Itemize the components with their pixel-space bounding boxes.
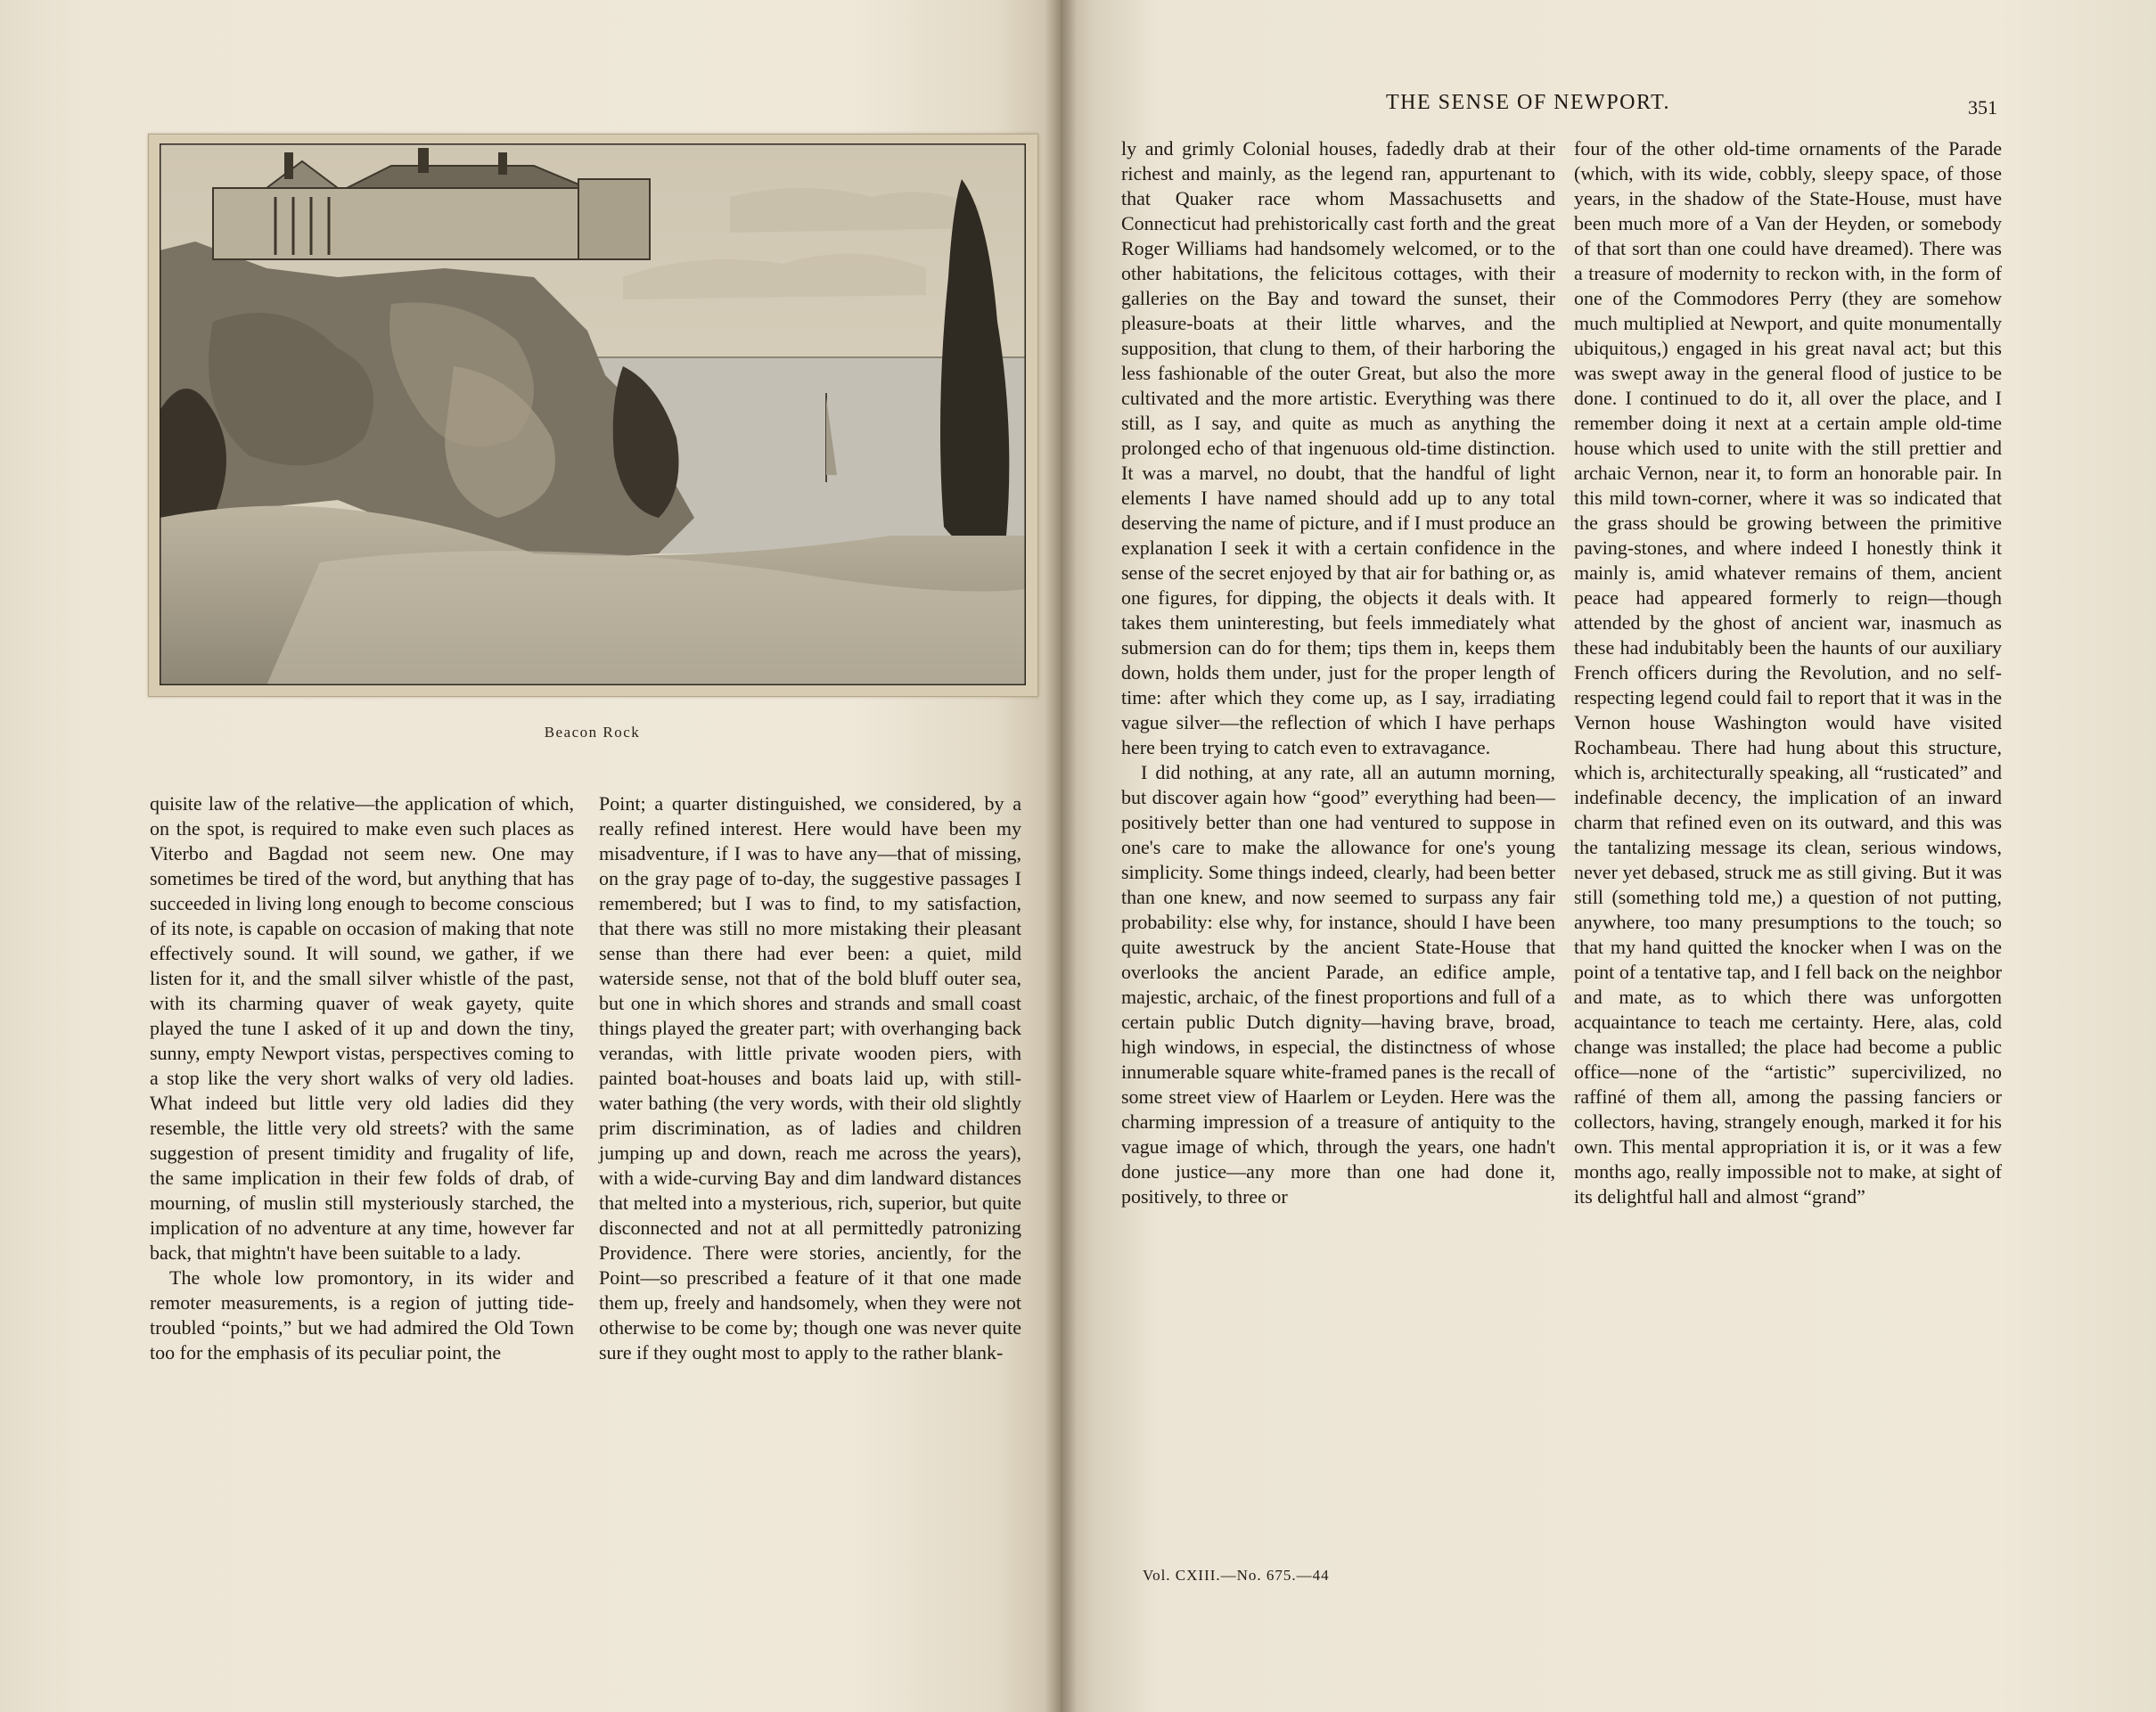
right-column-2 — [1574, 136, 2002, 1209]
paragraph: four of the other old-time ornaments of the Parade (which, with its wide, cobbly, sleepy space, of those years, in the shadow of the State-House, must have been much more of a Van der Heyden, or somebody of that sort than one could have dreamed). There was a treasure of modernity to reckon with, in the form of one of the Commodores Perry (they are somehow much multiplied at Newport, and quite monumentally ubiquitous,) engaged in his great naval act; but this was swept away in the general flood of justice to be done. I continued to do it, all over the place, and I remember doing it next at a certain ample old-time house which used to unite with the still prettier and archaic Vernon, near it, to form an honorable pair. In this mild town-corner, where it was so indicated that the grass should be growing between the primitive paving-stones, and where indeed I honestly think it mainly is, amid whatever remains of them, ancient peace had appeared formerly to reign—though attended by the ghost of ancient war, inasmuch as these had indubitably been the haunts of our auxiliary French officers during the Revolution, and no self-respecting legend could fail to report that it was in the Vernon house Washington would have visited Rochambeau. There had hung about this structure, which is, architecturally speaking, all “rusticated” and indefinable decency, the implication of an inward charm that refined even on its outward, and this was the tantalizing message its clean, serious windows, never yet debased, struck me as still giving. But it was still (something told me,) a question of not putting, anywhere, too many presumptions to the touch; so that my hand quitted the knocker when I was on the point of a tentative tap, and I fell back on the neighbor and mate, as to which there was unforgotten acquaintance to teach me certainty. Here, alas, cold change was installed; the place had become a public office—none of the “artistic” supercivilized, no raffiné of them all, among the passing fanciers or collectors, having, strangely enough, marked it for his own. This mental appropriation it is, or it was a few months ago, really impossible not to make, at sight of its delightful hall and almost “grand” — [1574, 137, 2002, 1208]
book-gutter — [1045, 0, 1077, 1712]
left-page — [0, 0, 1061, 1712]
paragraph: The whole low promontory, in its wider and remoter measurements, is a region of jutting tide-troubled “points,” but we had admired the Old Town too for the emphasis of its peculiar point, the — [150, 1266, 574, 1364]
beacon-rock-illustration — [148, 134, 1038, 697]
left-column-2 — [599, 791, 1021, 1365]
left-column-1 — [150, 791, 574, 1365]
illustration-drawing — [160, 143, 1026, 685]
illustration-caption: Beacon Rock — [544, 724, 641, 741]
paragraph: quisite law of the relative—the application of which, on the spot, is required to make even such places as Viterbo and Bagdad not seem new. One may sometimes be tired of the word, but anything that has succeeded in living long enough to become conscious of its note, is capable on occasion of making that note effectively sound. It will sound, we gather, if we listen for it, and the small silver whistle of the past, with its charming quaver of weak gayety, quite played the tune I asked of it up and down the tiny, sunny, empty Newport vistas, perspectives coming to a stop like the very short walks of very old ladies. What indeed but little very old ladies did they resemble, the little very old streets? with the same suggestion of present timidity and frugality of life, the same implication in their few folds of drab, of mourning, of muslin still mysteriously starched, the implication of no adventure at any time, however far back, that mightn't have been suitable to a lady. — [150, 792, 574, 1264]
signature-mark: Vol. CXIII.—No. 675.—44 — [1143, 1567, 1330, 1584]
paragraph: I did nothing, at any rate, all an autumn morning, but discover again how “good” everything had been—positively better than one had ventured to suppose in one's care to make the allowance for one's young simplicity. Some things indeed, clearly, had been better than one knew, and now seemed to surpass any fair probability: else why, for instance, should I have been quite awestruck by the ancient State-House that overlooks the ancient Parade, an edifice ample, majestic, archaic, of the finest proportions and full of a certain public Dutch dignity—having brave, broad, high windows, in especial, the distinctness of whose innumerable square white-framed panes is the recall of some street view of Haarlem or Leyden. Here was the charming impression of a treasure of antiquity to the vague image of which, through the years, one hadn't done justice—any more than one had done it, positively, to three or — [1121, 761, 1555, 1208]
paragraph: Point; a quarter distinguished, we considered, by a really refined interest. Here would have been my misadventure, if I was to have any—that of missing, on the gray page of to-day, the suggestive passages I remembered; but I was to find, to my satisfaction, that there was still no more mistaking their pleasant sense than there had ever been: a quiet, mild waterside sense, not that of the bold bluff outer sea, but one in which shores and strands and small coast things played the greater part; with overhanging back verandas, with little private wooden piers, with painted boat-houses and boats laid up, with still-water bathing (the very words, with their old slightly prim discrimination, as of ladies and children jumping up and down, reach me across the years), with a wide-curving Bay and dim landward distances that melted into a mysterious, rich, superior, but quite disconnected and not at all permittedly patronizing Providence. There were stories, anciently, for the Point—so prescribed a feature of it that one made them up, freely and handsomely, when they were not otherwise to be come by; though one was never quite sure if they ought most to apply to the rather blank- — [599, 792, 1021, 1364]
right-column-1 — [1121, 136, 1555, 1209]
paragraph: ly and grimly Colonial houses, fadedly drab at their richest and mainly, as the legend ran, appurtenant to that Quaker race whom Massachusetts and Connecticut had prehistorically cast forth and the great Roger Williams had handsomely welcomed, or to the other habitations, the felicitous cottages, with their galleries on the Bay and toward the sunset, their pleasure-boats at their little wharves, and the supposition, that clung to them, of their harboring the less fashionable of the outer Great, but also the more cultivated and the more artistic. Everything was there still, as I say, and quite as much as anything the prolonged echo of that ingenuous old-time distinction. It was a marvel, no doubt, that the handful of light elements I have named should add up to any total deserving the name of picture, and if I must produce an explanation I seek it with a certain confidence in the sense of the secret enjoyed by that air for bathing or, as one figures, for dipping, the objects it deals with. It takes them uninteresting, but feels immediately what submersion can do for them; tips them in, keeps them down, holds them under, just for the proper length of time: after which they come up, as I say, irradiating vague silver—the reflection of which I have perhaps here been trying to catch even to extravagance. — [1121, 137, 1555, 758]
page-number: 351 — [1968, 96, 1997, 119]
right-page — [1061, 0, 2156, 1712]
running-head: THE SENSE OF NEWPORT. — [1386, 91, 1670, 114]
